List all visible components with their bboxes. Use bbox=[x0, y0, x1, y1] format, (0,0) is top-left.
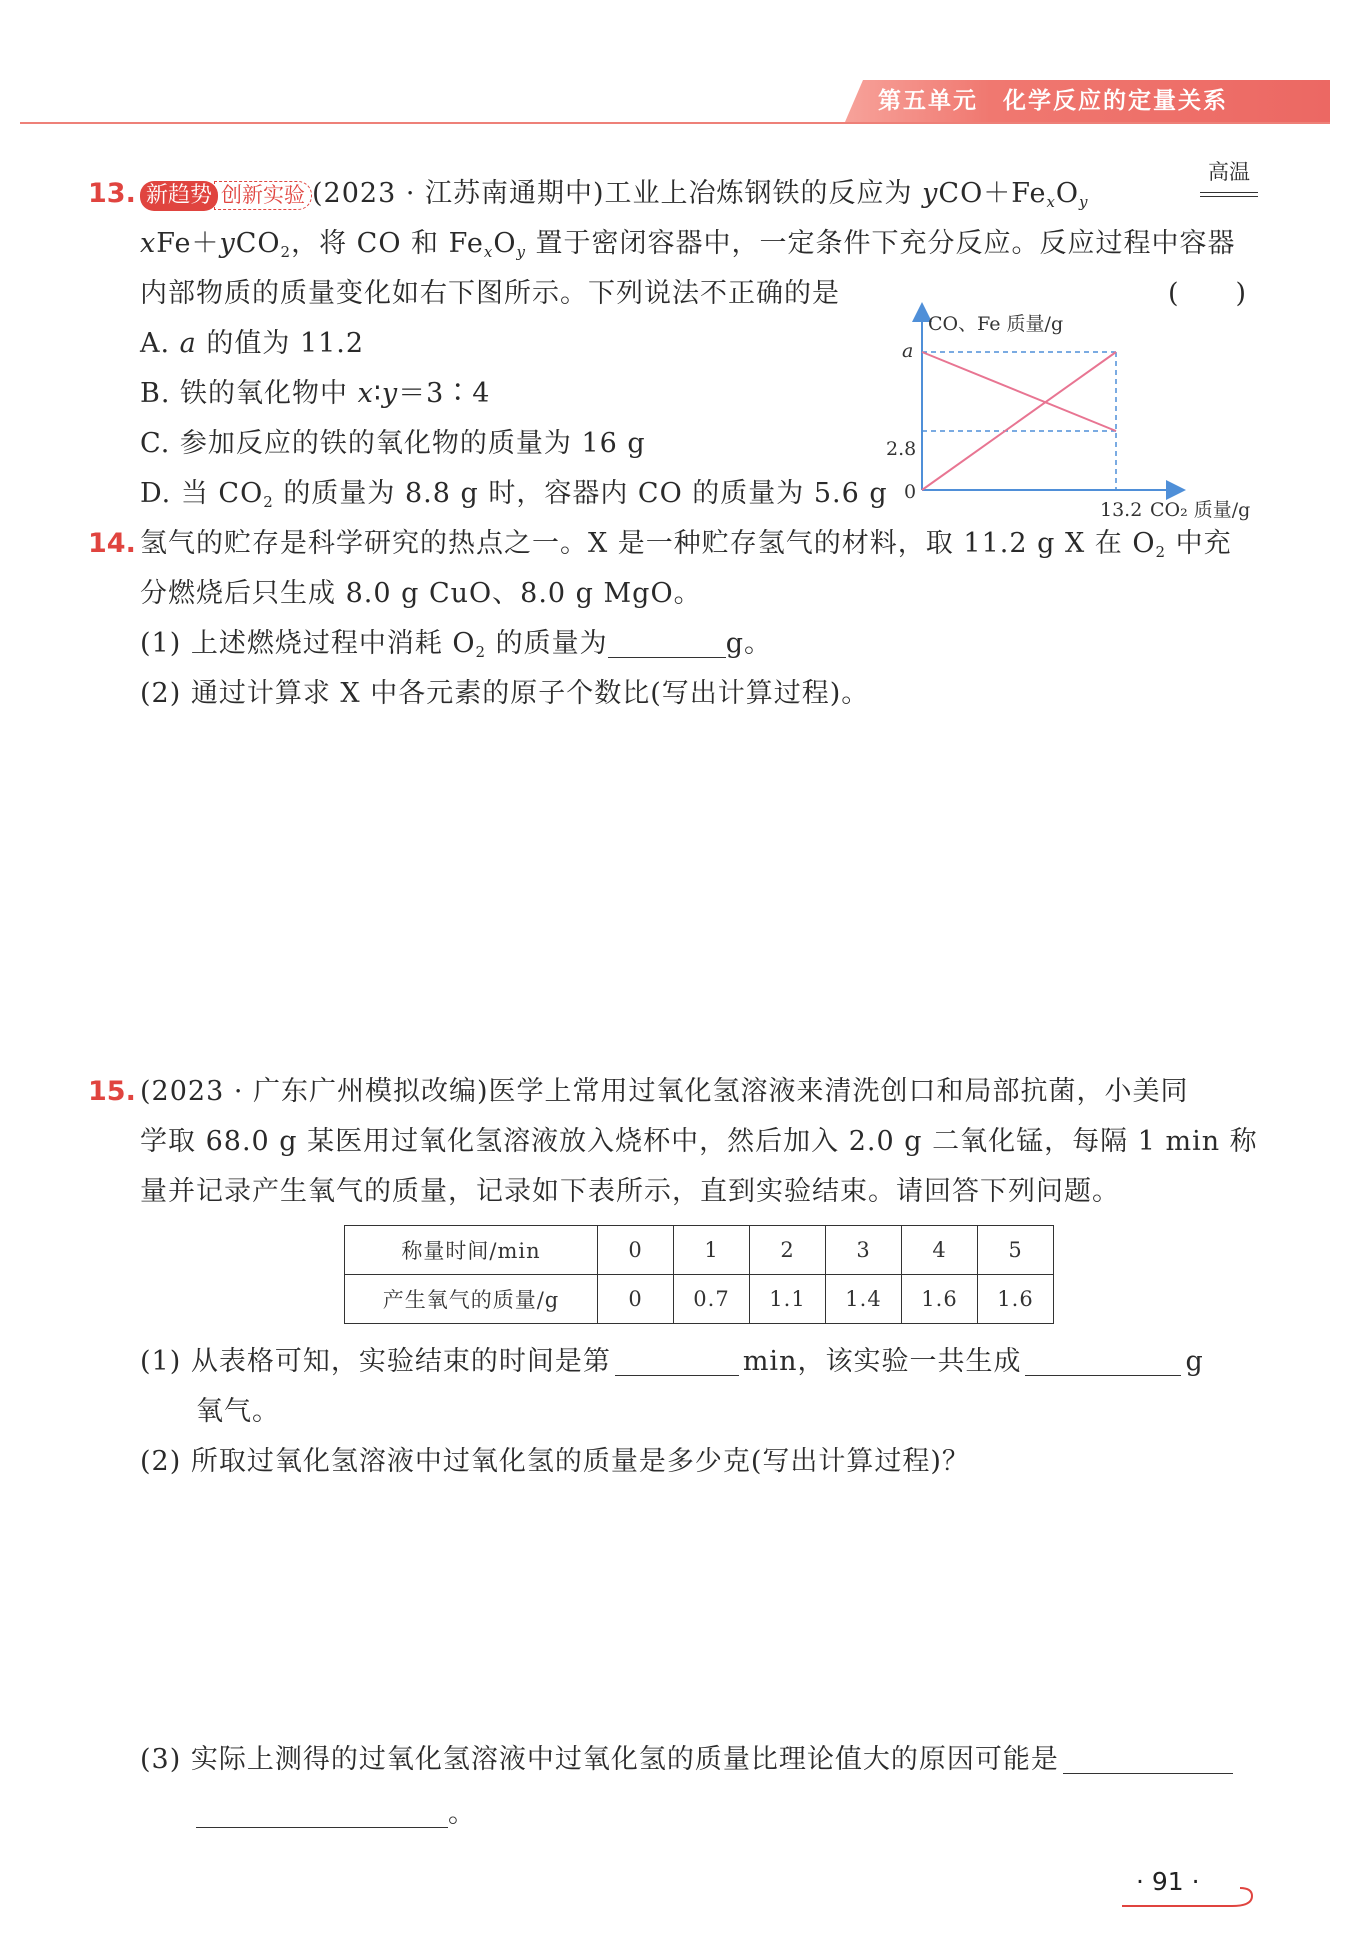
q15-line3: 量并记录产生氧气的质量，记录如下表所示，直到实验结束。请回答下列问题。 bbox=[140, 1176, 1120, 1207]
q15-answer-space[interactable] bbox=[140, 1490, 1260, 1730]
row-header-oxygen: 产生氧气的质量/g bbox=[345, 1275, 598, 1324]
q13-line1: 新趋势 创新实验 (2023 · 江苏南通期中)工业上冶炼钢铁的反应为 $yCO+Fe_xO_y$ bbox=[140, 176, 1089, 212]
q14-number: 14. bbox=[88, 528, 136, 559]
reaction-condition: 高温 bbox=[1200, 158, 1258, 197]
table-cell: 5 bbox=[978, 1226, 1054, 1275]
series-line-co bbox=[922, 352, 1116, 431]
origin-label: 0 bbox=[904, 481, 917, 503]
option-d[interactable]: D. 当 $CO_2$ 的质量为 8.8 g 时，容器内 CO 的质量为 5.6 g bbox=[140, 478, 888, 511]
q15-blank-mass[interactable] bbox=[1025, 1347, 1181, 1376]
page-number: · 91 · bbox=[1136, 1867, 1200, 1896]
q15-sub1-cont: 氧气。 bbox=[196, 1396, 280, 1427]
page-swoosh-icon bbox=[1120, 1880, 1260, 1910]
x-axis-label: CO₂ 质量/g bbox=[1150, 499, 1251, 521]
q15-sub1: (1) 从表格可知，实验结束的时间是第 min，该实验一共生成 g bbox=[140, 1346, 1204, 1377]
oxygen-data-table bbox=[344, 1225, 1054, 1324]
q14-line1: 氢气的贮存是科学研究的热点之一。X 是一种贮存氢气的材料，取 11.2 g X 在 $O_2$ 中充 bbox=[140, 528, 1232, 561]
q15-line1: (2023 · 广东广州模拟改编)医学上常用过氧化氢溶液来清洗创口和局部抗菌，小美同 bbox=[140, 1076, 1189, 1107]
table-cell: 2 bbox=[750, 1226, 826, 1275]
series-line-fe bbox=[922, 352, 1116, 490]
option-a[interactable]: A. a 的值为 11.2 bbox=[140, 328, 365, 359]
table-cell: 1.6 bbox=[902, 1275, 978, 1324]
q13-line3: 内部物质的质量变化如右下图所示。下列说法不正确的是 bbox=[140, 278, 840, 309]
table-row bbox=[345, 1275, 1054, 1324]
table-cell: 1.6 bbox=[978, 1275, 1054, 1324]
q14-line2: 分燃烧后只生成 8.0 g CuO、8.0 g MgO。 bbox=[140, 578, 702, 609]
table-cell: 1.1 bbox=[750, 1275, 826, 1324]
option-c[interactable]: C. 参加反应的铁的氧化物的质量为 16 g bbox=[140, 428, 646, 459]
x-tick-13-2: 13.2 bbox=[1100, 499, 1143, 521]
q15-sub3: (3) 实际上测得的过氧化氢溶液中过氧化氢的质量比理论值大的原因可能是 bbox=[140, 1742, 1233, 1778]
q13-line2: xFe＋yCO$_2$，将 CO 和 $Fe_xO_y$ 置于密闭容器中，一定条件下充分反应。反应过程中容器 bbox=[140, 228, 1236, 261]
q14-sub1: (1) 上述燃烧过程中消耗 $O_2$ 的质量为 g。 bbox=[140, 628, 772, 661]
q15-blank-time[interactable] bbox=[615, 1347, 739, 1376]
q15-line2: 学取 68.0 g 某医用过氧化氢溶液放入烧杯中，然后加入 2.0 g 二氧化锰，每隔 1 min 称 bbox=[140, 1126, 1258, 1157]
table-cell: 1.4 bbox=[826, 1275, 902, 1324]
table-row bbox=[345, 1226, 1054, 1275]
q14-sub2: (2) 通过计算求 X 中各元素的原子个数比(写出计算过程)。 bbox=[140, 678, 870, 709]
badge-innovation: 创新实验 bbox=[214, 181, 312, 210]
table-cell: 4 bbox=[902, 1226, 978, 1275]
series-lines bbox=[922, 352, 1116, 490]
q14-blank-1[interactable] bbox=[608, 629, 726, 658]
q15-sub2: (2) 所取过氧化氢溶液中过氧化氢的质量是多少克(写出计算过程)？ bbox=[140, 1446, 970, 1477]
q14-answer-space[interactable] bbox=[140, 720, 1260, 1050]
table-cell: 1 bbox=[674, 1226, 750, 1275]
table-cell: 0 bbox=[598, 1275, 674, 1324]
y-axis-label: CO、Fe 质量/g bbox=[928, 313, 1064, 335]
badge-trend: 新趋势 bbox=[140, 181, 218, 211]
y-tick-a: a bbox=[902, 340, 914, 362]
q15-sub3-cont: 。 bbox=[196, 1796, 476, 1832]
mass-chart bbox=[880, 300, 1260, 530]
unit-title: 第五单元 化学反应的定量关系 bbox=[878, 88, 1228, 114]
q15-number: 15. bbox=[88, 1076, 136, 1107]
q15-blank-reason-2[interactable] bbox=[196, 1799, 448, 1828]
answer-paren: ( ) bbox=[1168, 278, 1248, 309]
option-b[interactable]: B. 铁的氧化物中 x∶y＝3∶4 bbox=[140, 378, 491, 409]
table-cell: 0 bbox=[598, 1226, 674, 1275]
table-cell: 3 bbox=[826, 1226, 902, 1275]
q13-number: 13. bbox=[88, 178, 136, 209]
q15-blank-reason-1[interactable] bbox=[1063, 1745, 1233, 1774]
y-tick-2-8: 2.8 bbox=[886, 438, 917, 460]
table-cell: 0.7 bbox=[674, 1275, 750, 1324]
row-header-time: 称量时间/min bbox=[345, 1226, 598, 1275]
header-rule bbox=[20, 122, 1330, 124]
